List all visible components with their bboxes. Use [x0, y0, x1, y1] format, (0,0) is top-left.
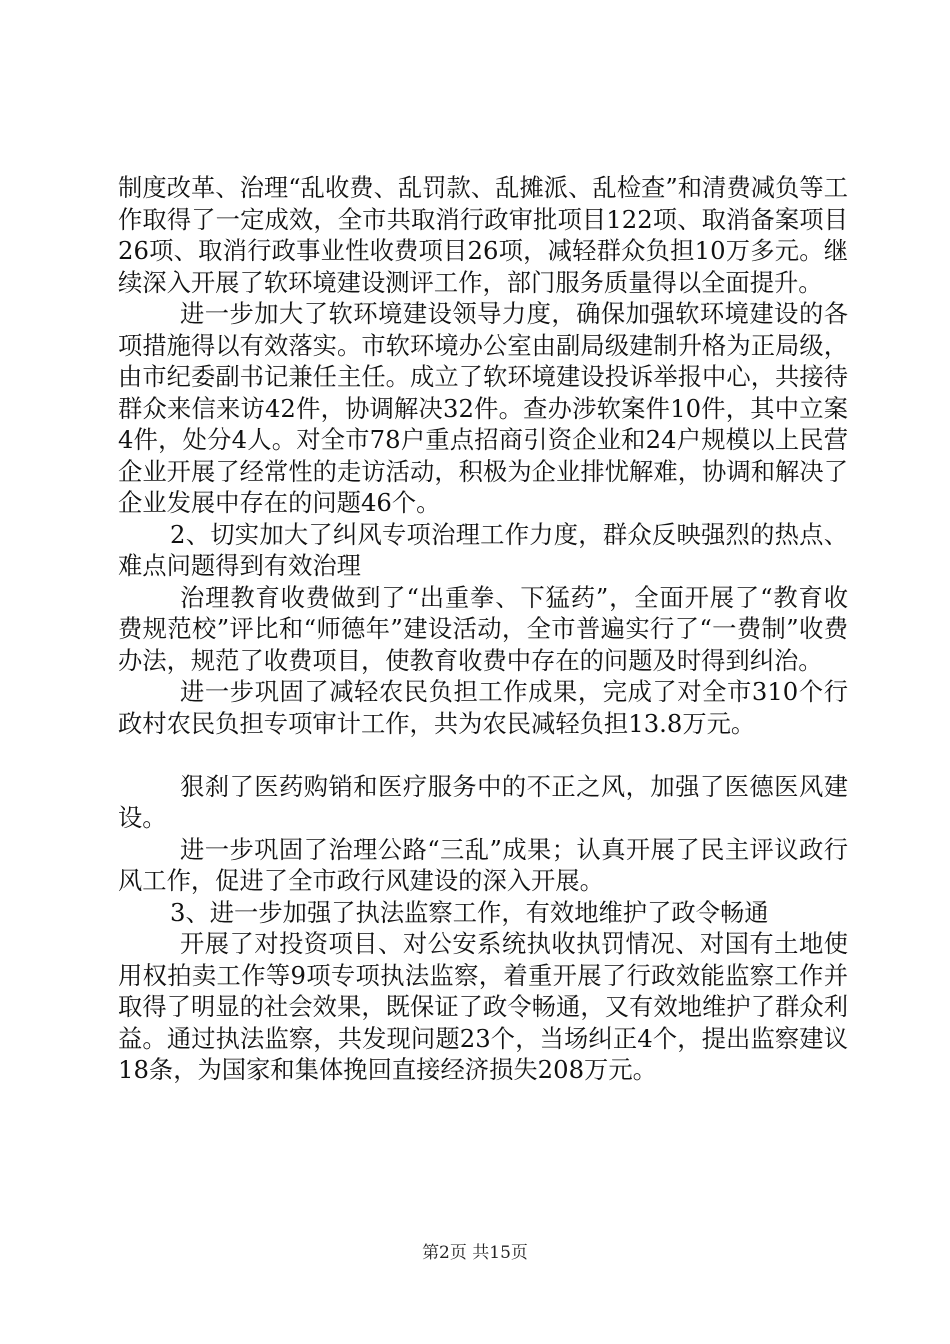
page-number-label: 第2页 共15页	[422, 1243, 528, 1263]
paragraph-reform-results: 制度改革、治理“乱收费、乱罚款、乱摊派、乱检查”和清费减负等工作取得了一定成效，全市共取消行政审批项目122项、取消备案项目26项、取消行政事业性收费项目26项，减轻群众负担10万多元。继续深入开展了软环境建设测评工作，部门服务质量得以全面提升。	[118, 173, 848, 297]
paragraph-medical-ethics: 狠刹了医药购销和医疗服务中的不正之风，加强了医德医风建设。	[118, 771, 848, 832]
document-body	[118, 172, 848, 1086]
paragraph-road-three-chaos: 进一步巩固了治理公路“三乱”成果；认真开展了民主评议政行风工作，促进了全市政行风建设的深入开展。	[118, 834, 848, 895]
paragraph-education-fees: 治理教育收费做到了“出重拳、下猛药”，全面开展了“教育收费规范校”评比和“师德年”建设活动，全市普遍实行了“一费制”收费办法，规范了收费项目，使教育收费中存在的问题及时得到纠治。	[118, 582, 848, 675]
paragraph-law-enforcement: 开展了对投资项目、对公安系统执收执罚情况、对国有土地使用权拍卖工作等9项专项执法监察，着重开展了行政效能监察工作并取得了明显的社会效果，既保证了政令畅通，又有效地维护了群众利益。通过执法监察，共发现问题23个，当场纠正4个，提出监察建议18条，为国家和集体挽回直接经济损失208万元。	[118, 929, 848, 1084]
paragraph-soft-environment-leadership: 进一步加大了软环境建设领导力度，确保加强软环境建设的各项措施得以有效落实。市软环境办公室由副局级建制升格为正局级，由市纪委副书记兼任主任。成立了软环境建设投诉举报中心，共接待群众来信来访42件，协调解决32件。查办涉软案件10件，其中立案4件，处分4人。对全市78户重点招商引资企业和24户规模以上民营企业开展了经常性的走访活动，积极为企业排忧解难，协调和解决了企业发展中存在的问题46个。	[118, 299, 848, 517]
page-footer	[0, 1242, 950, 1264]
paragraph-farmer-burden: 进一步巩固了减轻农民负担工作成果，完成了对全市310个行政村农民负担专项审计工作，共为农民减轻负担13.8万元。	[118, 677, 848, 738]
section-heading-3: 3、进一步加强了执法监察工作，有效地维护了政令畅通	[170, 897, 769, 927]
section-heading-2: 2、切实加大了纠风专项治理工作力度，群众反映强烈的热点、难点问题得到有效治理	[118, 519, 848, 580]
